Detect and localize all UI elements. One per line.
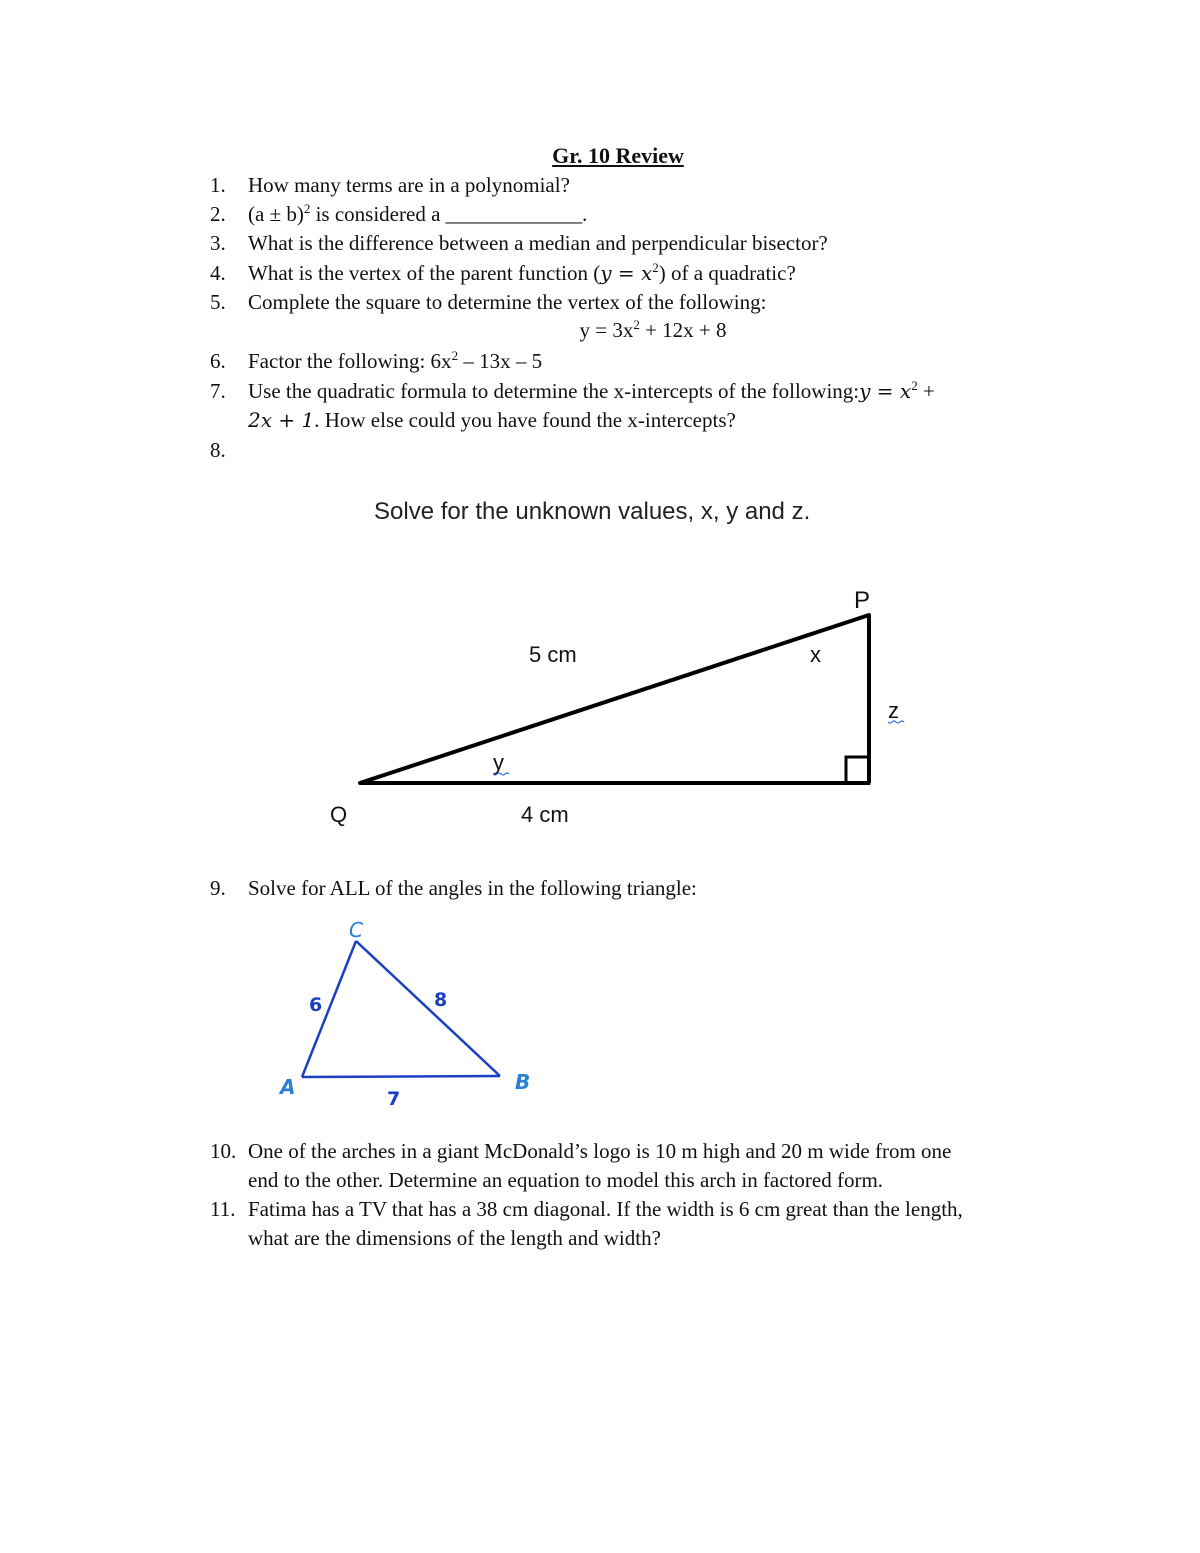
- base-label: 4 cm: [521, 802, 569, 827]
- vertex-q-label: Q: [330, 802, 348, 827]
- question-6: 6. Factor the following: $6x^2 - 13x - 5$: [210, 348, 543, 373]
- side-cb-label: 8: [434, 989, 448, 1011]
- side-ab-label: 7: [387, 1088, 401, 1110]
- triangle-pqz: [360, 615, 870, 783]
- vertex-b-label: B: [515, 1070, 531, 1094]
- figure-8-heading: Solve for the unknown values, x, y and z.: [374, 498, 811, 525]
- side-ac-label: 6: [309, 994, 323, 1016]
- page-title: Gr. 10 Review: [552, 143, 684, 168]
- angle-y-label: y: [493, 750, 504, 775]
- side-cb: [356, 941, 500, 1076]
- question-3: 3. What is the difference between a median and perpendicular bisector?: [210, 231, 828, 255]
- vertex-a-label: A: [280, 1075, 296, 1099]
- question-5: 5. Complete the square to determine the vertex of the following:: [210, 290, 767, 314]
- angle-x-label: x: [810, 642, 821, 667]
- right-angle-marker: [846, 757, 869, 783]
- question-1: 1. How many terms are in a polynomial?: [210, 173, 570, 197]
- question-2: 2. $(a \pm b)^2$ is considered a _____________.: [210, 201, 588, 226]
- question-7: 7. Use the quadratic formula to determine the x-intercepts of the following:y = $x^2$ +: [210, 378, 935, 403]
- question-11-line-2: what are the dimensions of the length and width?: [248, 1226, 661, 1250]
- hypotenuse-label: 5 cm: [529, 642, 577, 667]
- hypotenuse-qp: [360, 615, 869, 783]
- question-10-line-2: end to the other. Determine an equation to model this arch in factored form.: [248, 1168, 884, 1192]
- vertex-p-label: P: [854, 587, 871, 614]
- vertex-c-label: C: [349, 918, 363, 942]
- side-ab: [302, 1076, 500, 1077]
- side-z-label: z: [888, 698, 899, 723]
- question-4: 4. What is the vertex of the parent function $(y = x^2)$ of a quadratic?: [210, 260, 796, 285]
- question-10: 10. One of the arches in a giant McDonald’s logo is 10 m high and 20 m wide from one: [210, 1139, 952, 1163]
- question-9: 9. Solve for ALL of the angles in the following triangle:: [210, 876, 697, 900]
- question-8: 8.: [210, 438, 226, 462]
- question-7-line-2: 2x + 1. How else could you have found the x-intercepts?: [248, 408, 736, 432]
- figure-9-triangle-abc: [302, 941, 500, 1077]
- equation-5: $y = 3x^2 + 12x + 8$: [579, 317, 727, 342]
- question-11: 11. Fatima has a TV that has a 38 cm diagonal. If the width is 6 cm great than the length,: [210, 1197, 963, 1221]
